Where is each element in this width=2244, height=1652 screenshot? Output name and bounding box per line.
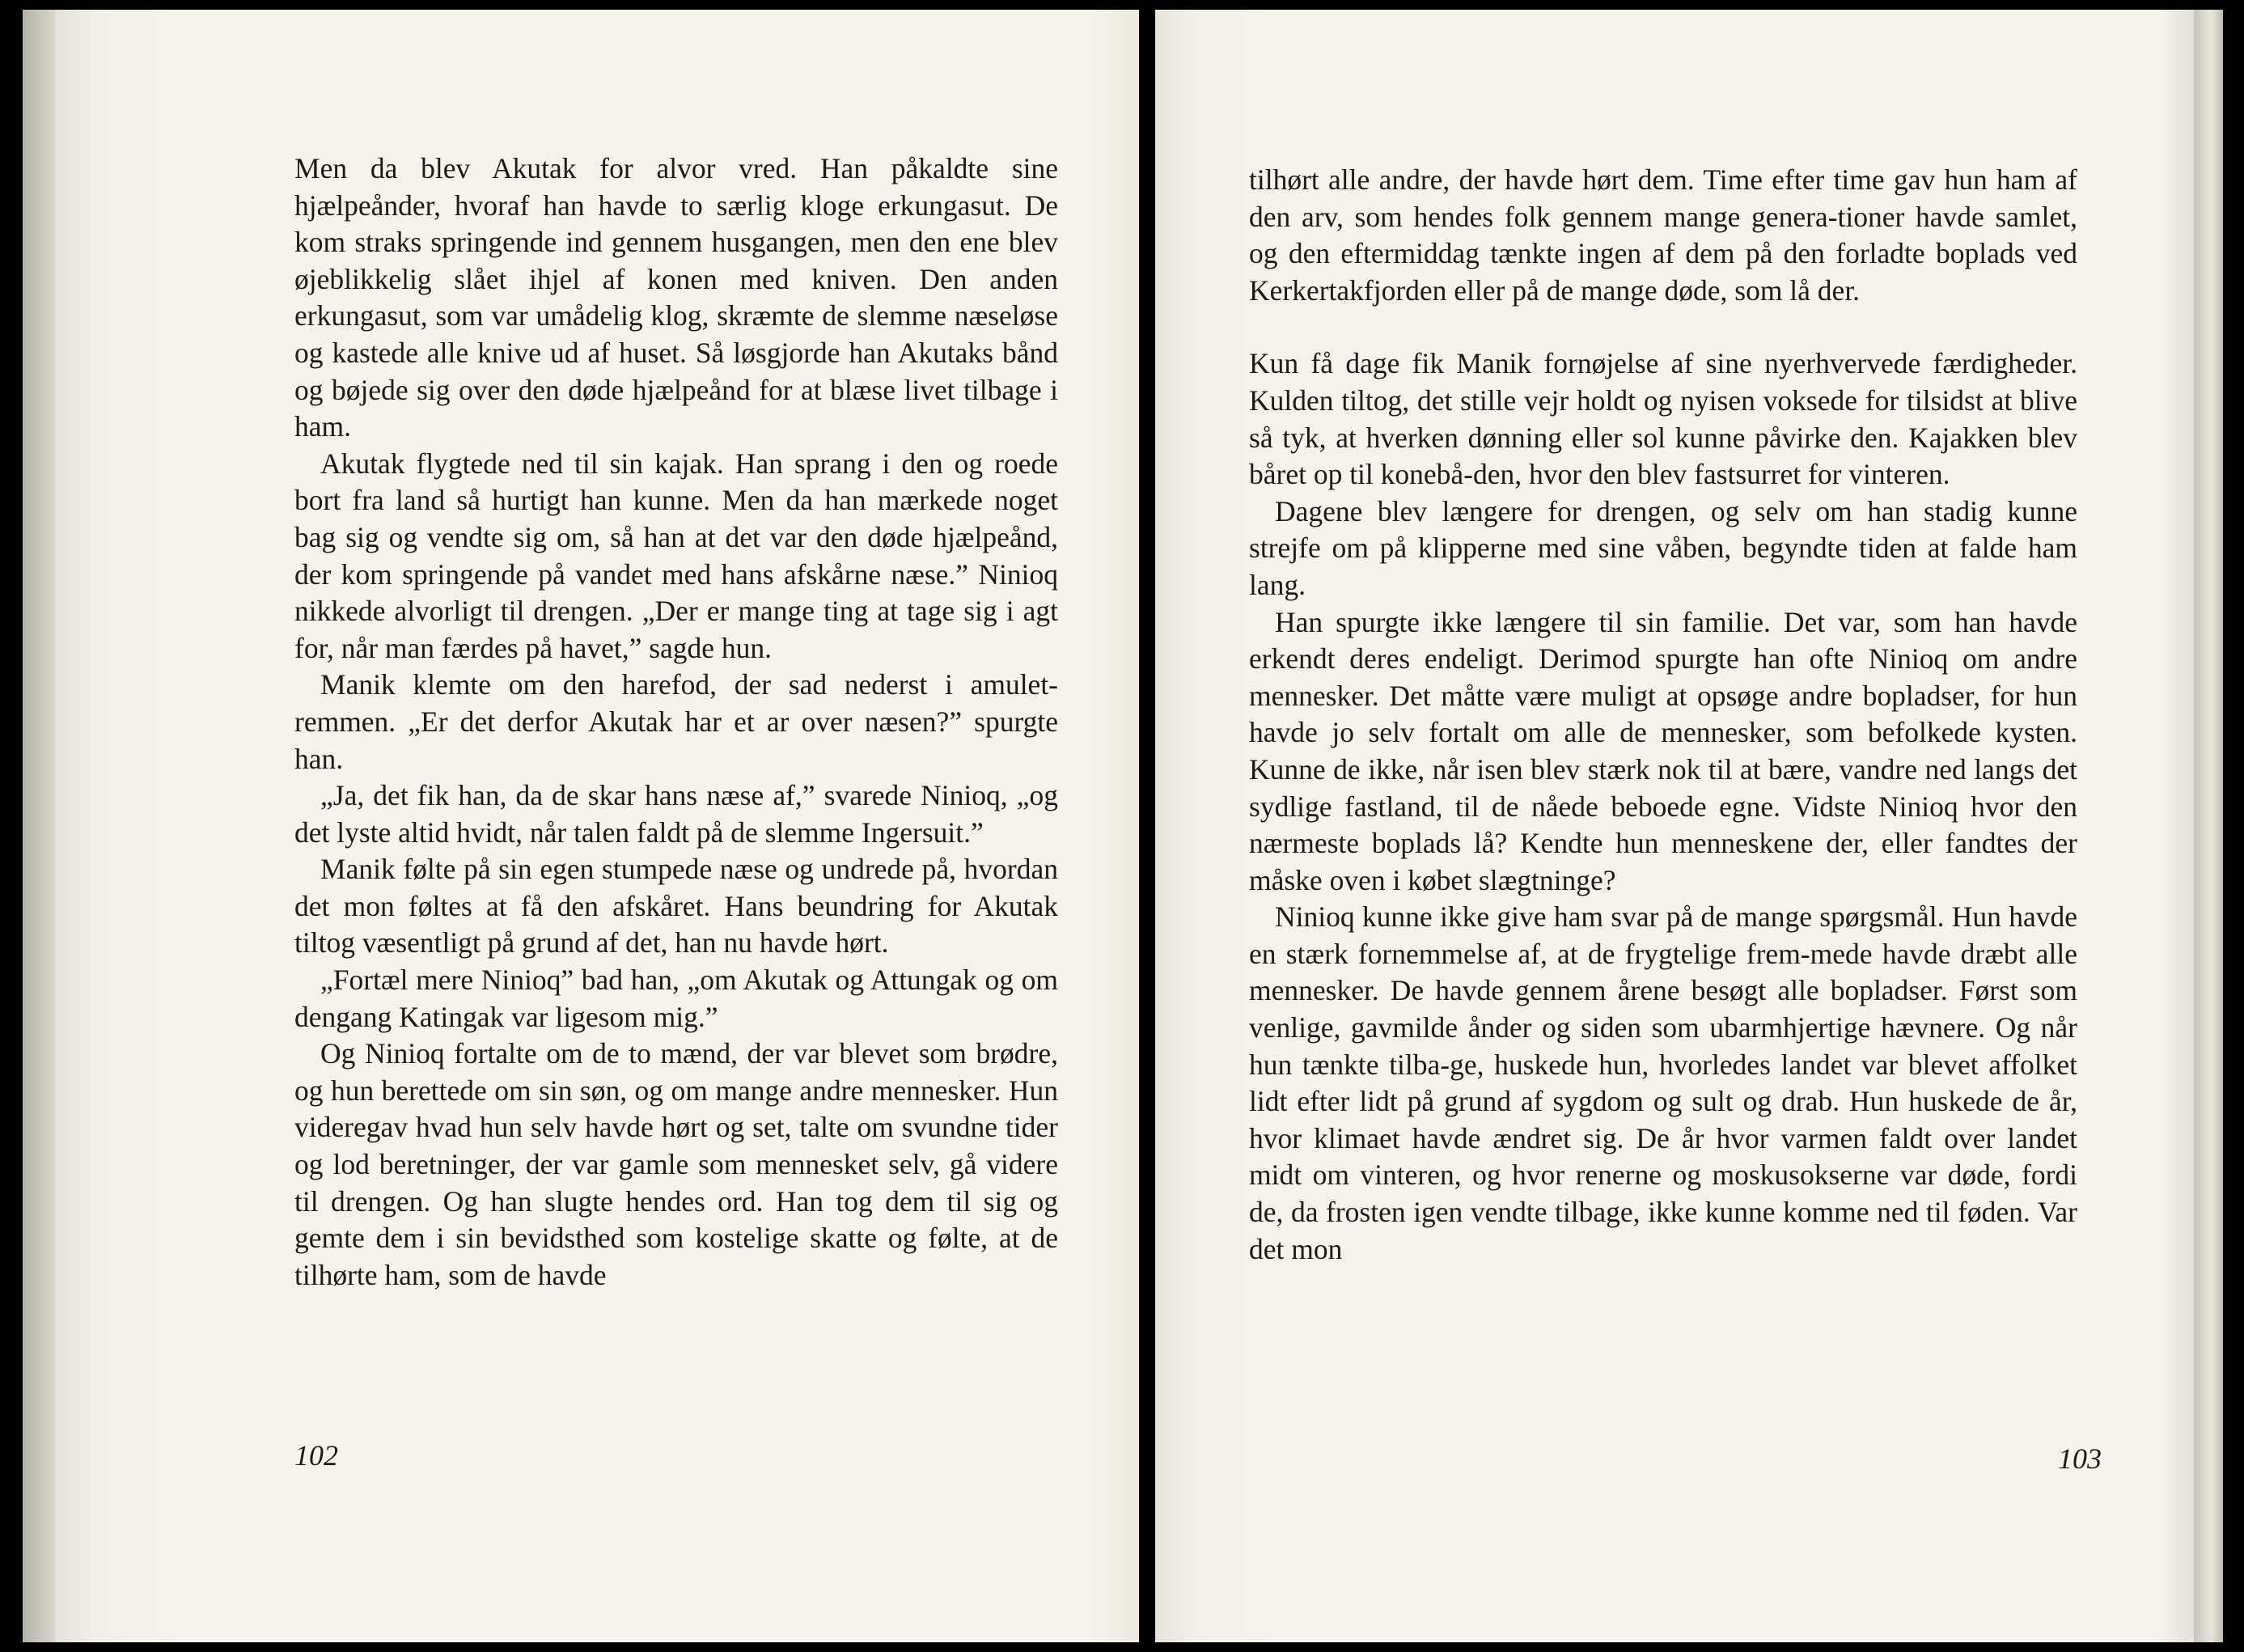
paragraph: „Ja, det fik han, da de skar hans næse af,” svarede Ninioq, „og det lyste altid hvidt, når talen faldt på de slemme Ingersuit.” [294, 779, 1058, 849]
page-number: 103 [2058, 1442, 2102, 1475]
paragraph: Kun få dage fik Manik fornøjelse af sine nyerhvervede færdigheder. Kulden tiltog, det stille vejr holdt og nyisen voksede for tilsidst at blive så tyk, at hverken dønning eller sol kunne påvirke den. Kajakken blev båret op til konebå-den, hvor den blev fastsurret for vinteren. [1249, 347, 2077, 491]
paragraph: tilhørt alle andre, der havde hørt dem. Time efter time gav hun ham af den arv, som hendes folk gennem mange genera-tioner havde samlet, og den eftermiddag tænkte ingen af dem på den forladte boplads ved Kerkertakfjorden eller på de mange døde, som lå der. [1249, 163, 2077, 307]
paragraph: „Fortæl mere Ninioq” bad han, „om Akutak og Attungak og om dengang Katingak var ligesom mig.” [294, 964, 1058, 1033]
page-edge [2194, 10, 2223, 1642]
left-page-body [294, 150, 1058, 1294]
paragraph: Manik følte på sin egen stumpede næse og undrede på, hvordan det mon føltes at få den afskåret. Hans beundring for Akutak tiltog væsentligt på grund af det, han nu havde hørt. [294, 853, 1058, 959]
paragraph: Dagene blev længere for drengen, og selv om han stadig kunne strejfe om på klipperne med sine våben, begyndte tiden at falde ham lang. [1249, 494, 2077, 601]
right-page [1155, 10, 2207, 1642]
paragraph: Ninioq kunne ikke give ham svar på de mange spørgsmål. Hun havde en stærk fornemmelse af, at de frygtelige frem-mede havde dræbt alle mennesker. De havde gennem årene besøgt alle bopladser. Først som venlige, gavmilde ånder og siden som ubarmhjertige hævnere. Og når hun tænkte tilba-ge, huskede hun, hvorledes landet var blevet affolket lidt efter lidt på grund af sygdom og sult og drab. Hun huskede de år, hvor klimaet havde ændret sig. De år hvor varmen faldt over landet midt om vinteren, og hvor renerne og moskusokserne var døde, fordi de, da frosten igen vendte tilbage, ikke kunne komme ned til føden. Var det mon [1249, 900, 2077, 1265]
paragraph: Og Ninioq fortalte om de to mænd, der var blevet som brødre, og hun berettede om sin søn, og om mange andre mennesker. Hun videregav hvad hun selv havde hørt og set, talte om svundne tider og lod beretninger, der var gamle som mennesket selv, gå videre til drengen. Og han slugte hendes ord. Han tog dem til sig og gemte dem i sin bevidsthed som kostelige skatte og følte, at de tilhørte ham, som de havde [294, 1037, 1058, 1291]
paragraph: Han spurgte ikke længere til sin familie. Det var, som han havde erkendt deres endeligt. Derimod spurgte han ofte Ninioq om andre mennesker. Det måtte være muligt at opsøge andre bopladser, for hun havde jo selv fortalt om alle de mennesker, som befolkede kysten. Kunne de ikke, når isen blev stærk nok til at bære, vandre ned langs det sydlige fastland, til de nåede beboede egne. Vidste Ninioq hvor den nærmeste boplads lå? Kendte hun menneskene der, eller fandtes der måske oven i købet slægtninge? [1249, 605, 2077, 896]
paragraph: Manik klemte om den harefod, der sad nederst i amulet-remmen. „Er det derfor Akutak har et ar over næsen?” spurgte han. [294, 668, 1058, 775]
paragraph: Akutak flygtede ned til sin kajak. Han sprang i den og roede bort fra land så hurtigt han kunne. Men da han mærkede noget bag sig og vendte sig om, så han at det var den døde hjælpeånd, der kom springende på vandet med hans afskårne næse.” Ninioq nikkede alvorligt til drengen. „Der er mange ting at tage sig i agt for, når man færdes på havet,” sagde hun. [294, 447, 1058, 664]
page-number: 102 [294, 1439, 338, 1472]
book-spine-shadow [23, 10, 55, 1642]
left-page [23, 10, 1139, 1642]
right-page-body [1249, 162, 2077, 1268]
paragraph: Men da blev Akutak for alvor vred. Han påkaldte sine hjælpeånder, hvoraf han havde to særlig kloge erkungasut. De kom straks springende ind gennem husgangen, men den ene blev øjeblikkelig slået ihjel af konen med kniven. Den anden erkungasut, som var umådelig klog, skræmte de slemme næseløse og kastede alle knive ud af huset. Så løsgjorde han Akutaks bånd og bøjede sig over den døde hjælpeånd for at blæse livet tilbage i ham. [294, 152, 1058, 443]
